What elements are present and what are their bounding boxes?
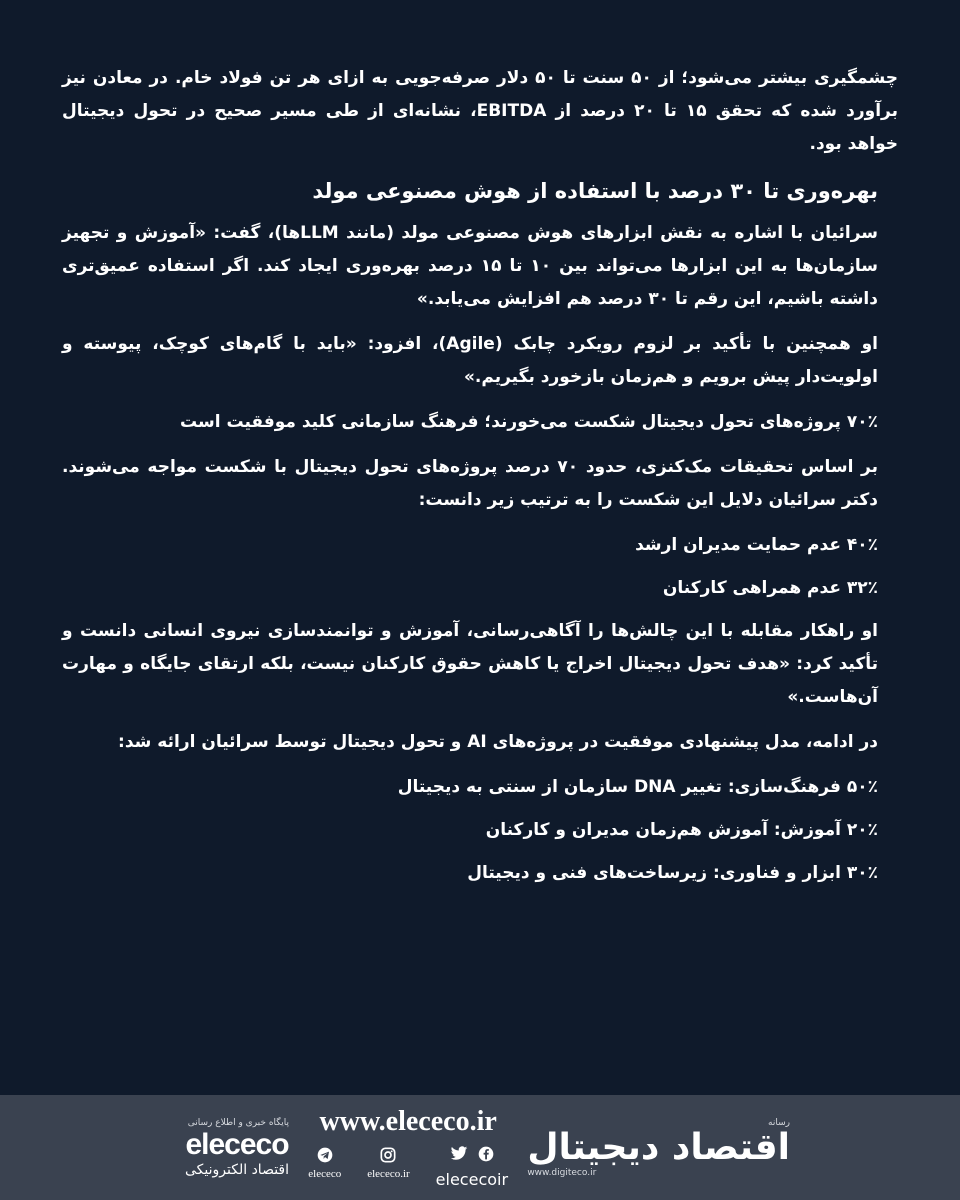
site-url-link[interactable]: www.elececo.ir [319, 1106, 497, 1137]
article-body [62, 62, 898, 900]
paragraph-agile: او همچنین با تأکید بر لزوم رویکرد چابک (Agile)، افزود: «باید با گام‌های کوچک، پیوسته و اولویت‌دار پیش برویم و هم‌زمان بازخورد بگیریم.» [62, 334, 878, 387]
elececo-tagline: پایگاه خبری و اطلاع رسانی [187, 1117, 290, 1128]
digiteco-tag: رسانه [768, 1117, 790, 1128]
elececo-name-fa: اقتصاد الکترونیکی [185, 1161, 290, 1178]
paragraph-genai: سرائیان با اشاره به نقش ابزارهای هوش مصنوعی مولد (مانند LLMها)، گفت: «آموزش و تجهیز سازمان‌ها به این ابزارها می‌تواند بین ۱۰ تا ۱۵ درصد بهره‌وری ایجاد کند. اگر استفاده عمیق‌تری داشته باشیم، این رقم تا ۳۰ درصد هم افزایش می‌یابد.» [62, 223, 878, 309]
paragraph-intro: چشمگیری بیشتر می‌شود؛ از ۵۰ سنت تا ۵۰ دلار صرفه‌جویی به ازای هر تن فولاد خام. در معادن نیز برآورد شده که تحقق ۱۵ تا ۲۰ درصد از EBITDA، نشانه‌ای از طی مسیر صحیح در تحول دیجیتال خواهد بود. [62, 68, 898, 154]
elececo-logo-row [185, 1128, 288, 1162]
telegram-icon [316, 1146, 334, 1164]
elececo-logo: elececo [185, 1127, 289, 1161]
telegram-handle: elececo [308, 1168, 342, 1180]
telegram-link[interactable] [308, 1146, 341, 1189]
paragraph-mckinsey: بر اساس تحقیقات مک‌کنزی، حدود ۷۰ درصد پروژه‌های تحول دیجیتال با شکست مواجه می‌شوند. دکتر سرائیان دلایل این شکست را به ترتیب زیر دانست: [62, 457, 878, 510]
elececo-brand[interactable] [185, 1118, 289, 1178]
social-links [308, 1146, 508, 1189]
model-item: ۳۰٪ ابزار و فناوری: زیرساخت‌های فنی و دیجیتال [467, 863, 878, 883]
model-item: ۲۰٪ آموزش: آموزش هم‌زمان مدیران و کارکنان [485, 820, 878, 840]
reason-item: ۳۲٪ عدم همراهی کارکنان [662, 578, 878, 598]
model-item: ۵۰٪ فرهنگ‌سازی: تغییر DNA سازمان از سنتی به دیجیتال [397, 777, 878, 797]
paragraph-model-intro: در ادامه، مدل پیشنهادی موفقیت در پروژه‌های AI و تحول دیجیتال توسط سرائیان ارائه شد: [118, 732, 878, 752]
digiteco-logo: اقتصاد دیجیتال [527, 1126, 790, 1168]
paragraph-failure-heading: ۷۰٪ پروژه‌های تحول دیجیتال شکست می‌خورند؛ فرهنگ سازمانی کلید موفقیت است [180, 412, 878, 432]
twitter-facebook-link[interactable] [436, 1146, 508, 1189]
twitter-handle: elececoir [435, 1170, 509, 1189]
section-heading: بهره‌وری تا ۳۰ درصد با استفاده از هوش مصنوعی مولد [312, 179, 878, 203]
footer-bar [0, 1095, 960, 1200]
reason-item: ۴۰٪ عدم حمایت مدیران ارشد [635, 535, 878, 555]
instagram-handle: elececo.ir [367, 1168, 410, 1180]
facebook-icon [478, 1146, 494, 1166]
instagram-link[interactable] [367, 1146, 409, 1189]
digiteco-url: www.digiteco.ir [527, 1167, 597, 1178]
paragraph-solution: او راهکار مقابله با این چالش‌ها را آگاهی‌رسانی، آموزش و توانمندسازی نیروی انسانی دانست و تأکید کرد: «هدف تحول دیجیتال اخراج یا کاهش حقوق کارکنان نیست، بلکه ارتقای جایگاه و مهارت آن‌هاست.» [62, 621, 878, 707]
twitter-icon [450, 1146, 468, 1166]
contact-block [308, 1106, 508, 1189]
instagram-icon [379, 1146, 397, 1164]
digiteco-brand[interactable] [527, 1118, 790, 1178]
